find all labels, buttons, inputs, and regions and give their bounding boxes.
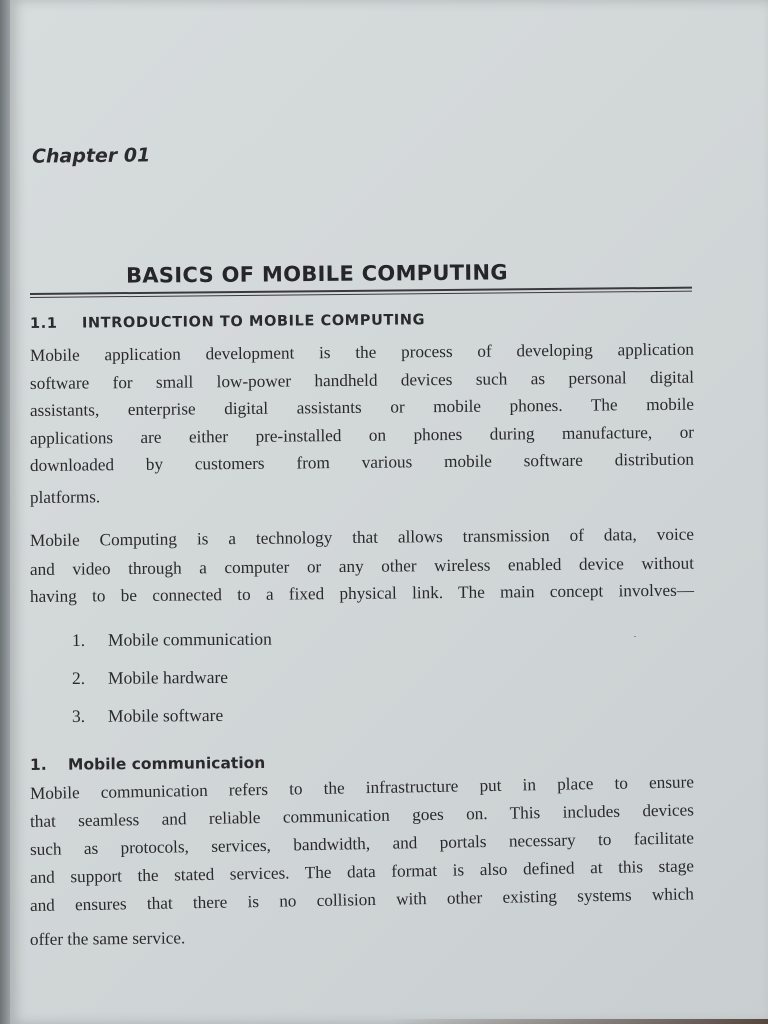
paragraph1-line: platforms. — [29, 487, 101, 507]
list-item — [72, 629, 272, 651]
page-title: BASICS OF MOBILE COMPUTING — [125, 260, 509, 288]
list-item-number: 3. — [71, 705, 86, 726]
list-item — [72, 667, 228, 689]
list-item-number: 1. — [71, 629, 86, 650]
subsection-title: Mobile communication — [67, 753, 266, 774]
list-item-text: Mobile hardware — [107, 666, 229, 688]
page-binding-edge — [0, 0, 10, 1024]
subsection-heading — [30, 754, 265, 774]
paragraph3-line: and support the stated services. The data format is also defined at this stage — [29, 856, 695, 887]
list-item-number: 2. — [71, 667, 86, 688]
section-heading — [30, 312, 425, 332]
list-item — [72, 705, 223, 727]
book-page — [10, 0, 768, 1024]
speck — [634, 636, 636, 637]
list-item-text: Mobile communication — [107, 628, 272, 650]
paragraph3-line: Mobile communication refers to the infrastructure put in place to ensure — [29, 772, 695, 803]
paragraph2-line: Mobile Computing is a technology that allows transmission of data, voice — [29, 524, 695, 550]
paragraph1-line: applications are either pre-installed on phones during manufacture, or — [29, 422, 695, 448]
paragraph3-line: that seamless and reliable communication goes on. This includes devices — [29, 800, 695, 831]
paragraph2-line: having to be connected to a fixed physical link. The main concept involves— — [29, 580, 695, 606]
section-title: INTRODUCTION TO MOBILE COMPUTING — [81, 312, 426, 332]
section-number: 1.1 — [29, 315, 58, 332]
chapter-label: Chapter 01 — [31, 144, 151, 168]
page-bottom-shadow — [390, 1019, 768, 1024]
paragraph1-line: assistants, enterprise digital assistants or mobile phones. The mobile — [29, 394, 695, 420]
paragraph2-line: and video through a computer or any other wireless enabled device without — [29, 553, 695, 579]
paragraph3-line: offer the same service. — [29, 928, 186, 949]
paragraph1-line: Mobile application development is the process of developing application — [29, 339, 695, 365]
paragraph3-line: and ensures that there is no collision with other existing systems which — [29, 884, 695, 915]
paragraph1-line: downloaded by customers from various mobile software distribution — [29, 449, 695, 475]
list-item-text: Mobile software — [107, 704, 224, 726]
subsection-number: 1. — [29, 755, 47, 774]
paragraph1-line: software for small low-power handheld devices such as personal digital — [29, 367, 695, 393]
paragraph3-line: such as protocols, services, bandwidth, and portals necessary to facilitate — [29, 828, 695, 859]
